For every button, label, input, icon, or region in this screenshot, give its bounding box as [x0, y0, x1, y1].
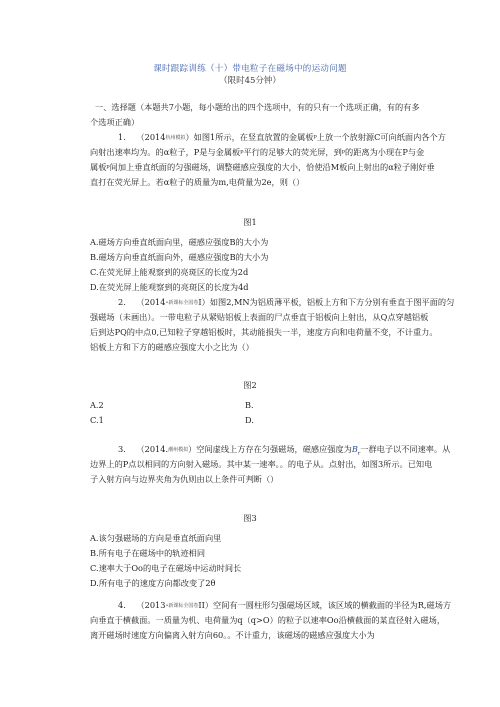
q1-option-a: A.磁场方向垂直纸面向里，磁感应强度B的大小为: [90, 237, 269, 247]
q4-source: （2013: [136, 600, 166, 610]
q2-line-2: 强磁场（未画出）。一带电粒子从紧贴铝板上表面的尸点垂直于铝板向上射出，从Q点穿越铝板: [90, 312, 429, 322]
q2-option-d: D.: [245, 415, 254, 425]
q4-line-3: 离开磁场时速度方向偏离入射方向60。。不计重力，该磁场的磁感应强度大小为: [90, 630, 375, 640]
q2-source: （2014: [136, 297, 166, 307]
q1-option-b: B.磁场方向垂直纸面向外，磁感应强度B的大小为: [90, 252, 269, 262]
q2-option-a: A.2: [90, 400, 104, 410]
q2-line-1: [118, 297, 455, 309]
q3-source: （2014.: [136, 444, 169, 454]
q2-source-tag: •新课标全国卷: [165, 300, 199, 306]
q1-line-4: 直打在荧光屏上。若α粒子的质量为m,电荷量为2e，则（）: [90, 177, 305, 187]
q3-text: ）空间虚线上方存在匀强磁场，磁感应强度为: [188, 444, 352, 454]
q2-text: I）如图2,MN为铝质薄平板，铝板上方和下方分别有垂直于图平面的匀: [198, 297, 455, 307]
q1-line-2: 向射出速率均为。的α粒子，P是与金属板ᵖ平行的足够大的荧光屏，到ᵖ的距离为小现在P与金: [90, 147, 425, 157]
time-limit: （限时45分钟）: [219, 76, 281, 86]
q4-text: II）空间有一圆柱形匀强磁场区域，该区域的横截面的半径为R,磁场方: [198, 600, 452, 610]
q1-figure-caption: 图1: [243, 217, 257, 227]
q4-source-tag: •新课标全国卷: [165, 603, 199, 609]
q3-line-1: 3. （2014.潮州模拟）空间虚线上方存在匀强磁场，磁感应强度为$B_r$一群电子以不同速率。从: [118, 444, 451, 457]
q3-option-b: B.所有电子在磁场中的轨迹相同: [90, 548, 206, 558]
q2-line-3: 后到达PQ的中点0,已知粒子穿越铝板时，其动能损失一半，速度方向和电荷量不变，不计重力。: [90, 327, 438, 337]
q1-text: ）如图1所示，在竖直放置的金属板ᵖ上放一个放射源C可向纸面内各个方: [185, 132, 446, 142]
q2-figure-caption: 图2: [243, 380, 257, 390]
q3-line-2: 边界上的P点以相同的方向射入磁场。其中某一速率。。的电子从。点射出，如图3所示。已知电: [90, 459, 433, 469]
q3-symbol-b: B: [351, 444, 358, 454]
q4-number: 4.: [118, 600, 126, 610]
section-heading-line-2: 个选项正确）: [90, 117, 140, 127]
q2-option-c: C.1: [90, 415, 104, 425]
q3-option-c: C.速率大于Oo的电子在磁场中运动时间长: [90, 563, 242, 573]
q4-line-1: [118, 600, 452, 612]
q3-text-rest: 一群电子以不同速率。从: [360, 444, 451, 454]
q1-option-c: C.在荧光屏上能观察到的亮斑区的长度为2d: [90, 267, 249, 277]
q3-figure-caption: 图3: [243, 513, 257, 523]
q1-source-tag: 杭州模拟: [165, 135, 186, 141]
q3-option-a: A.该匀强磁场的方向是垂直纸面向里: [90, 533, 222, 543]
section-heading-line-1: 一、选择题（本题共7小题，每小题给出的四个选项中，有的只有一个选项正确，有的有多: [95, 102, 420, 112]
q3-source-tag: 潮州模拟: [168, 447, 189, 453]
q1-number: 1.: [118, 132, 126, 142]
q3-line-3: 子入射方向与边界夹角为仇则由以上条件可判断（）: [90, 474, 279, 484]
q3-option-d: D.所有电子的速度方向都改变了2θ: [90, 578, 216, 588]
q4-line-2: 向垂直于横截面。一质量为机、电荷量为q（q>O）的粒子以速率Oo沿横截面的某直径射入磁场，: [90, 615, 446, 625]
document-title: 课时跟踪训练（十）带电粒子在磁场中的运动问题: [153, 64, 347, 74]
q1-line-1: [118, 132, 446, 144]
q2-option-b: B.: [245, 400, 254, 410]
q2-number: 2.: [118, 297, 126, 307]
q1-line-3: 属板ᵖ间加上垂直纸面的匀强磁场，调整磁感应强度的大小，恰使沿M板向上射出的α粒子刚好垂: [90, 162, 435, 172]
q2-line-4: 铝板上方和下方的磁感应强度大小之比为（）: [90, 342, 254, 352]
q1-option-d: D.在荧光屏上能观察到的亮斑区的长度为4d: [90, 282, 249, 292]
q3-number: 3.: [118, 444, 126, 454]
q1-source: （2014: [136, 132, 166, 142]
